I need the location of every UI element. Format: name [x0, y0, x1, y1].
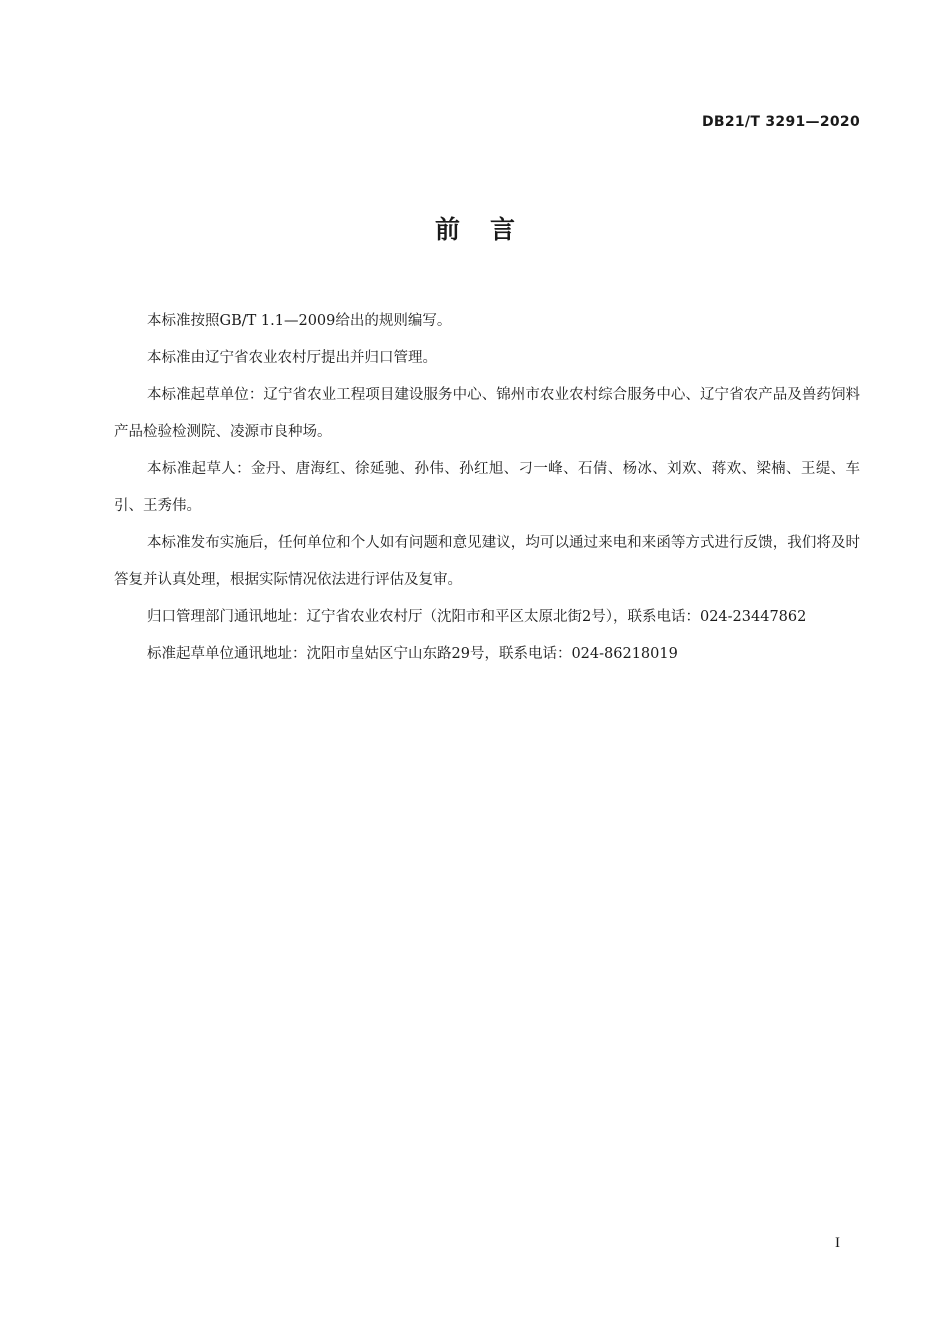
document-body: [114, 303, 860, 673]
paragraph-drafting-unit-address: 标准起草单位通讯地址：沈阳市皇姑区宁山东路29号，联系电话：024-86218019: [147, 646, 678, 662]
page-number: I: [835, 1235, 840, 1251]
document-code: DB21/T 3291—2020: [701, 114, 860, 130]
paragraph-proposer: 本标准由辽宁省农业农村厅提出并归口管理。: [147, 350, 437, 366]
paragraph-drafters: 本标准起草人：金丹、唐海红、徐延驰、孙伟、孙红旭、刁一峰、石倩、杨冰、刘欢、蒋欢、梁楠、王缇、车引、王秀伟。: [114, 461, 860, 514]
paragraph-drafting-rules: 本标准按照GB/T 1.1—2009给出的规则编写。: [147, 313, 452, 329]
paragraph-feedback: 本标准发布实施后，任何单位和个人如有问题和意见建议，均可以通过来电和来函等方式进行反馈，我们将及时答复并认真处理，根据实际情况依法进行评估及复审。: [114, 535, 860, 588]
page-title: 前言: [434, 215, 545, 244]
paragraph-management-address: 归口管理部门通讯地址：辽宁省农业农村厅（沈阳市和平区太原北街2号），联系电话：024-23447862: [147, 609, 807, 625]
paragraph-drafting-units: 本标准起草单位：辽宁省农业工程项目建设服务中心、锦州市农业农村综合服务中心、辽宁省农产品及兽药饲料产品检验检测院、凌源市良种场。: [114, 387, 860, 440]
